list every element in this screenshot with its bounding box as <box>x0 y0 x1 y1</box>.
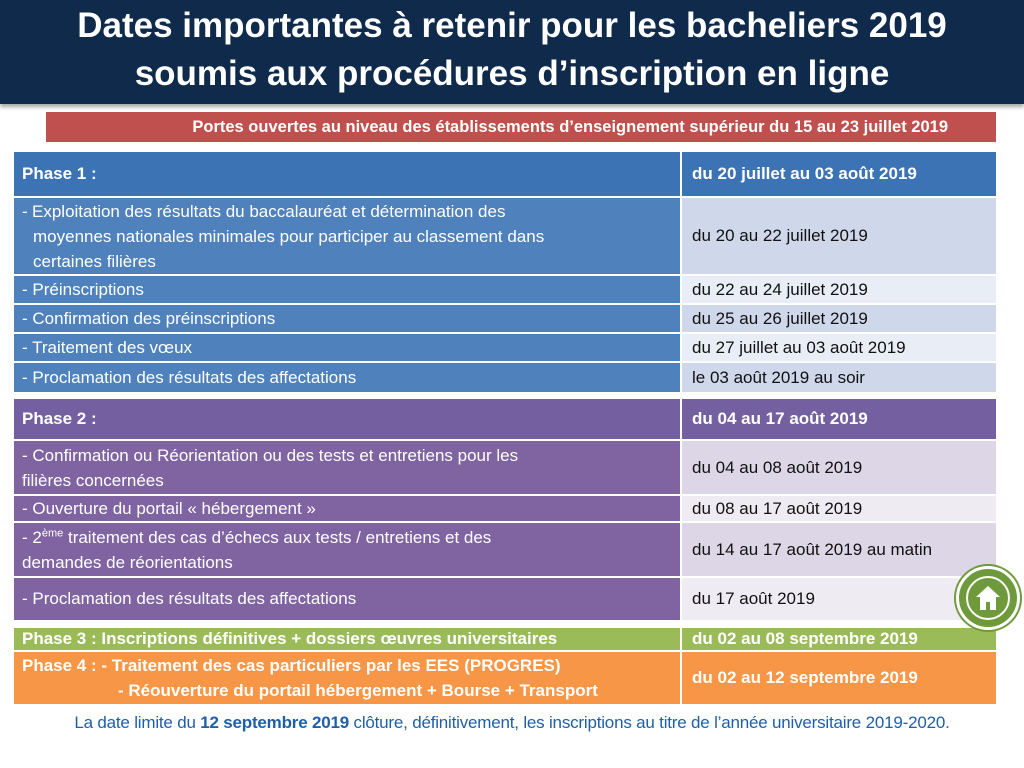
phase2-row3-date: du 14 au 17 août 2019 au matin <box>682 523 996 576</box>
phase2-row1-line1: - Confirmation ou Réorientation ou des tests et entretiens pour les <box>22 445 519 465</box>
phase2-row3-rest: traitement des cas d’échecs aux tests / entretiens et des <box>63 527 492 547</box>
phase2-row2-label: - Ouverture du portail « hébergement » <box>14 496 680 521</box>
deadline-date: 12 septembre 2019 <box>200 713 349 732</box>
phase2-row4-label: - Proclamation des résultats des affectations <box>14 578 680 620</box>
phase2-row3-line2: demandes de réorientations <box>22 552 233 572</box>
phase2-row2-date: du 08 au 17 août 2019 <box>682 496 996 521</box>
phase1-row1-line2: moyennes nationales minimales pour participer au classement dans <box>33 227 545 246</box>
phase2-dates: du 04 au 17 août 2019 <box>682 399 996 439</box>
open-doors-banner: Portes ouvertes au niveau des établissements d’enseignement supérieur du 15 au 23 juillet 2019 <box>46 112 996 142</box>
phase1-row1-label: - Exploitation des résultats du baccalauréat et détermination des moyennes nationales minimales pour participer au classement dans certaines filières <box>14 198 680 274</box>
phase2-row4-date: du 17 août 2019 <box>682 578 996 620</box>
phase1-row5-date: le 03 août 2019 au soir <box>682 363 996 392</box>
deadline-note-before: La date limite du <box>74 713 201 732</box>
deadline-note <box>0 713 1024 733</box>
phase2-row3-prefix: - 2 <box>22 527 42 547</box>
phase1-row4-label: - Traitement des vœux <box>14 334 680 361</box>
phase1-row2-date: du 22 au 24 juillet 2019 <box>682 276 996 303</box>
phase2-row1-date: du 04 au 08 août 2019 <box>682 441 996 494</box>
phase3-dates: du 02 au 08 septembre 2019 <box>682 628 996 650</box>
phase2-row1-line2: filières concernées <box>22 470 164 490</box>
title-banner <box>0 0 1024 104</box>
phase1-row1-date: du 20 au 22 juillet 2019 <box>682 198 996 274</box>
phase1-row2-label: - Préinscriptions <box>14 276 680 303</box>
phase2-row3-sup: ème <box>41 526 64 539</box>
deadline-note-after: clôture, définitivement, les inscriptions au titre de l’année universitaire 2019-2020. <box>349 713 950 732</box>
page-title-line2: soumis aux procédures d’inscription en ligne <box>134 54 890 93</box>
phase1-row3-date: du 25 au 26 juillet 2019 <box>682 305 996 332</box>
phase1-dates: du 20 juillet au 03 août 2019 <box>682 152 996 196</box>
phase1-row3-label: - Confirmation des préinscriptions <box>14 305 680 332</box>
phase1-row4-date: du 27 juillet au 03 août 2019 <box>682 334 996 361</box>
page-title-line1: Dates importantes à retenir pour les bacheliers 2019 <box>77 6 947 45</box>
home-icon <box>973 583 1003 613</box>
phase4-line2: - Réouverture du portail hébergement + Bourse + Transport <box>118 681 598 700</box>
phase2-row3-label <box>14 523 680 576</box>
phase1-label: Phase 1 : <box>14 152 680 196</box>
phase1-row1-line3: certaines filières <box>33 252 156 271</box>
phase4-label <box>14 652 680 704</box>
phase3-label: Phase 3 : Inscriptions définitives + dossiers œuvres universitaires <box>14 628 680 650</box>
phase1-row5-label: - Proclamation des résultats des affectations <box>14 363 680 392</box>
phase4-line1: Phase 4 : - Traitement des cas particuliers par les EES (PROGRES) <box>22 656 561 675</box>
phase2-row1-label <box>14 441 680 494</box>
phase1-row1-line1: Exploitation des résultats du baccalauréat et détermination des <box>32 202 506 221</box>
phase4-dates: du 02 au 12 septembre 2019 <box>682 652 996 704</box>
phase2-label: Phase 2 : <box>14 399 680 439</box>
home-button[interactable] <box>956 566 1020 630</box>
